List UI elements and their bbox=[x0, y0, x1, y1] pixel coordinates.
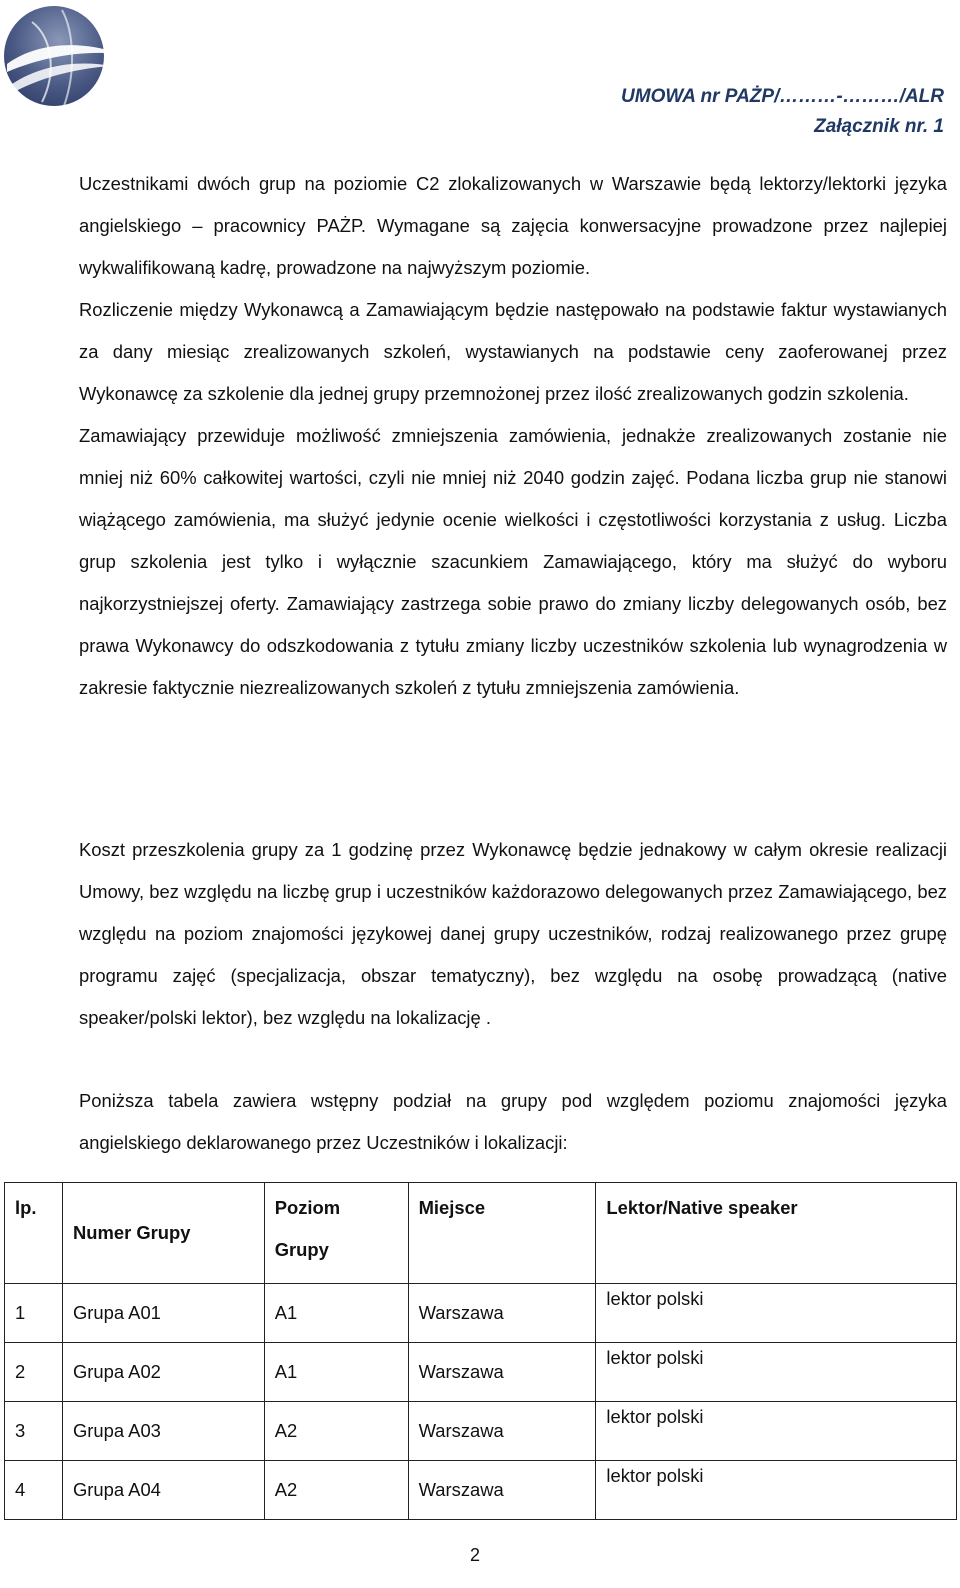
paragraph-participants: Uczestnikami dwóch grup na poziomie C2 zlokalizowanych w Warszawie będą lektorzy/lektorki języka angielskiego – pracownicy PAŻP. Wymagane są zajęcia konwersacyjne prowadzone przez najlepiej wykwalifikowaną kadrę, prowadzone na najwyższym poziomie. bbox=[79, 173, 947, 278]
cell-poziom: A2 bbox=[264, 1461, 408, 1520]
table-row bbox=[5, 1402, 957, 1461]
cell-lektor: lektor polski bbox=[596, 1284, 957, 1343]
contract-number: UMOWA nr PAŻP/………-………/ALR bbox=[621, 86, 944, 107]
cell-numer-grupy: Grupa A04 bbox=[62, 1461, 264, 1520]
cell-poziom: A2 bbox=[264, 1402, 408, 1461]
paragraph-settlement: Rozliczenie między Wykonawcą a Zamawiającym będzie następowało na podstawie faktur wystawianych za dany miesiąc zrealizowanych szkoleń, wystawianych na podstawie ceny zaoferowanej przez Wykonawcę za szkolenie dla jednej grupy przemnożonej przez ilość zrealizowanych godzin szkolenia. bbox=[79, 299, 947, 404]
cell-miejsce: Warszawa bbox=[408, 1343, 596, 1402]
cell-lp: 2 bbox=[5, 1343, 63, 1402]
header-numer-grupy: Numer Grupy bbox=[62, 1183, 264, 1284]
cell-miejsce: Warszawa bbox=[408, 1284, 596, 1343]
cell-numer-grupy: Grupa A01 bbox=[62, 1284, 264, 1343]
groups-table bbox=[4, 1182, 957, 1520]
cell-lektor: lektor polski bbox=[596, 1402, 957, 1461]
cell-poziom: A1 bbox=[264, 1284, 408, 1343]
cell-lp: 4 bbox=[5, 1461, 63, 1520]
cell-lektor: lektor polski bbox=[596, 1343, 957, 1402]
table-header-row bbox=[5, 1183, 957, 1284]
table-row bbox=[5, 1461, 957, 1520]
cell-lektor: lektor polski bbox=[596, 1461, 957, 1520]
table-row bbox=[5, 1343, 957, 1402]
paragraph-table-intro: Poniższa tabela zawiera wstępny podział na grupy pod względem poziomu znajomości języka angielskiego deklarowanego przez Uczestników i lokalizacji: bbox=[79, 1090, 947, 1153]
header-poziom-grupy: Poziom Grupy bbox=[264, 1183, 408, 1284]
cost-section bbox=[79, 829, 947, 1039]
cell-miejsce: Warszawa bbox=[408, 1402, 596, 1461]
table-row bbox=[5, 1284, 957, 1343]
cell-numer-grupy: Grupa A02 bbox=[62, 1343, 264, 1402]
cell-miejsce: Warszawa bbox=[408, 1461, 596, 1520]
cell-lp: 3 bbox=[5, 1402, 63, 1461]
header-lektor: Lektor/Native speaker bbox=[596, 1183, 957, 1284]
header-lp: lp. bbox=[5, 1183, 63, 1284]
paragraph-cost: Koszt przeszkolenia grupy za 1 godzinę przez Wykonawcę będzie jednakowy w całym okresie realizacji Umowy, bez względu na liczbę grup i uczestników każdorazowo delegowanych przez Zamawiającego, bez względu na poziom znajomości językowej danej grupy uczestników, rodzaj realizowanego przez grupę programu zajęć (specjalizacja, obszar tematyczny), bez względu na osobę prowadzącą (native speaker/polski lektor), bez względu na lokalizację . bbox=[79, 839, 947, 1028]
cell-poziom: A1 bbox=[264, 1343, 408, 1402]
attachment-label: Załącznik nr. 1 bbox=[814, 116, 944, 137]
paragraph-reduction: Zamawiający przewiduje możliwość zmniejszenia zamówienia, jednakże zrealizowanych zostanie nie mniej niż 60% całkowitej wartości, czyli nie mniej niż 2040 godzin zajęć. Podana liczba grup nie stanowi wiążącego zamówienia, ma służyć jedynie ocenie wielkości i częstotliwości korzystania z usług. Liczba grup szkolenia jest tylko i wyłącznie szacunkiem Zamawiającego, który ma służyć do wyboru najkorzystniejszej oferty. Zamawiający zastrzega sobie prawo do zmiany liczby delegowanych osób, bez prawa Wykonawcy do odszkodowania z tytułu zmiany liczby uczestników szkolenia lub wynagrodzenia w zakresie faktycznie niezrealizowanych szkoleń z tytułu zmniejszenia zamówienia. bbox=[79, 425, 947, 698]
globe-logo-icon bbox=[2, 2, 122, 112]
cell-lp: 1 bbox=[5, 1284, 63, 1343]
header-miejsce: Miejsce bbox=[408, 1183, 596, 1284]
page-number: 2 bbox=[469, 1545, 480, 1565]
cell-numer-grupy: Grupa A03 bbox=[62, 1402, 264, 1461]
table-intro-section bbox=[79, 1080, 947, 1164]
intro-section bbox=[79, 163, 947, 709]
